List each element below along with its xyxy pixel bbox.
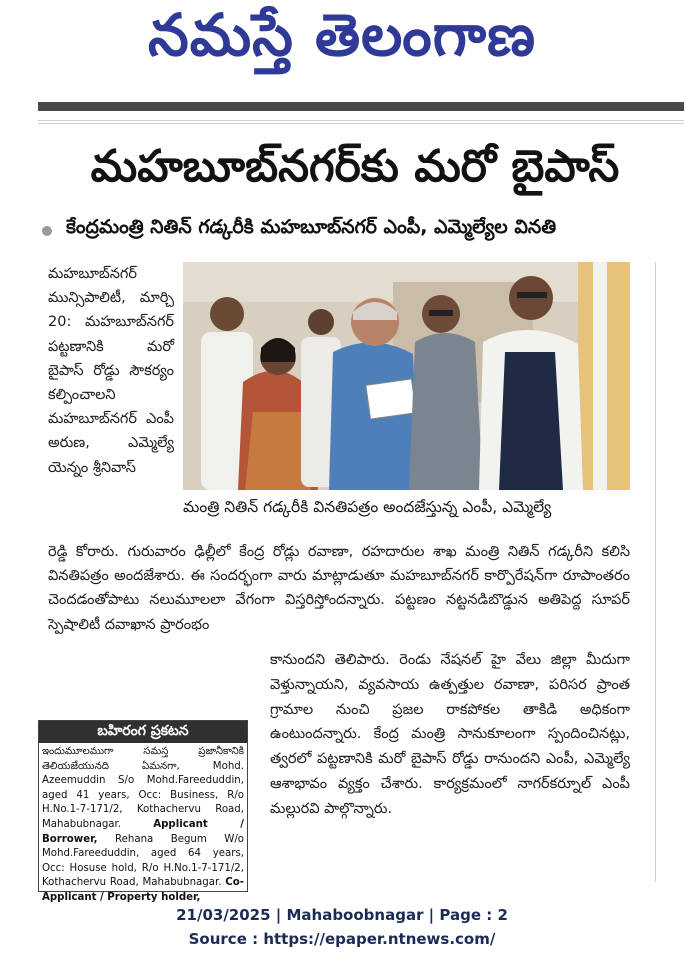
public-notice-intro: ఇందుమూలముగా సమస్త ప్రజానీకానికి తెలియజేయునది ఏమనగా, xyxy=(42,746,244,772)
article-paragraph-right: కానుందని తెలిపారు. రెండు నేషనల్ హై వేలు జిల్లా మీదుగా వెళ్తున్నాయని, వ్యవసాయ ఉత్పత్తుల రవాణా, పరిసర ప్రాంత గ్రామాల నుంచి ప్రజల రాకపోకల తాకిడి అధికంగా ఉంటుందన్నారు. కేంద్ర మంత్రి సానుకూలంగా స్పందించినట్లు, త్వరలో పట్టణానికి మరో బైపాస్ రోడ్డు రానుందని ఎంపీ, ఎమ్మెల్యే ఆశాభావం వ్యక్తం చేశారు. కార్యక్రమంలో నాగర్‌కర్నూల్ ఎంపీ మల్లురవి పాల్గొన్నారు. xyxy=(270,652,630,817)
footer-date-line: 21/03/2025 | Mahaboobnagar | Page : 2 xyxy=(176,906,508,924)
footer-source-line[interactable]: Source : https://epaper.ntnews.com/ xyxy=(188,930,496,948)
article-headline: మహబూబ్‌నగర్‌కు మరో బైపాస్ xyxy=(90,141,620,192)
public-notice-ad xyxy=(38,720,248,903)
article-subheadline: కేంద్రమంత్రి నితిన్ గడ్కరీకి మహబూబ్‌నగర్ ఎంపీ, ఎమ్మెల్యేల వినతి xyxy=(66,216,557,238)
masthead-logo: నమస్తే తెలంగాణ xyxy=(148,0,536,69)
public-notice-body: Mohd. Azeemuddin S/o Mohd.Fareeduddin, aged 41 years, Occ: Business, R/o H.No.1-7-171/2, Kothachervu Road, Mahabubnagar. xyxy=(42,760,244,830)
column-divider xyxy=(655,262,656,882)
photo-caption: మంత్రి నితిన్ గడ్కరీకి వినతిపత్రం అందజేస్తున్న ఎంపీ, ఎమ్మెల్యే xyxy=(183,498,552,516)
news-photo-illustration xyxy=(183,262,630,490)
bullet-icon xyxy=(42,226,52,236)
public-notice-text xyxy=(39,743,247,906)
public-notice-body-2: Rehana Begum W/o Mohd.Fareeduddin, aged 64 years, Occ: Hosuse hold, R/o H.No.1-7-171/2, Kothachervu Road, Mahabubnagar. xyxy=(42,833,244,889)
masthead-thin-rule-2 xyxy=(38,123,684,124)
public-notice-label-coapplicant: Co-Applicant / Property holder, xyxy=(42,877,244,903)
public-notice-label-applicant: Applicant / Borrower, xyxy=(42,818,244,845)
masthead-rule xyxy=(38,102,684,111)
masthead-thin-rule xyxy=(38,120,684,121)
public-notice-header: బహిరంగ ప్రకటన xyxy=(39,721,247,743)
article-paragraph-wide: రెడ్డి కోరారు. గురువారం ఢిల్లీలో కేంద్ర రోడ్లు రవాణా, రహదారుల శాఖ మంత్రి నితిన్ గడ్కరీని కలిసి వినతిపత్రం అందజేశారు. ఈ సందర్భంగా వారు మాట్లాడుతూ మహబూబ్‌నగర్ కార్పొరేషన్‌గా రూపాంతరం చెందడంతోపాటు నలుమూలలా వేగంగా విస్తరిస్తోందన్నారు. పట్టణం నట్టనడిబొడ్డున అతిపెద్ద సూపర్ స్పెషాలిటీ దవాఖాన ప్రారంభం xyxy=(48,544,630,633)
article-intro-column: మహబూబ్‌నగర్ మున్సిపాలిటీ, మార్చి 20: మహబూబ్‌నగర్ పట్టణానికి మరో బైపాస్ రోడ్డు సౌకర్యం కల్పించాలని మహబూబ్‌నగర్ ఎంపీ అరుణ, ఎమ్మెల్యే యెన్నం శ్రీనివాస్ xyxy=(48,266,174,476)
news-photo xyxy=(183,262,630,490)
